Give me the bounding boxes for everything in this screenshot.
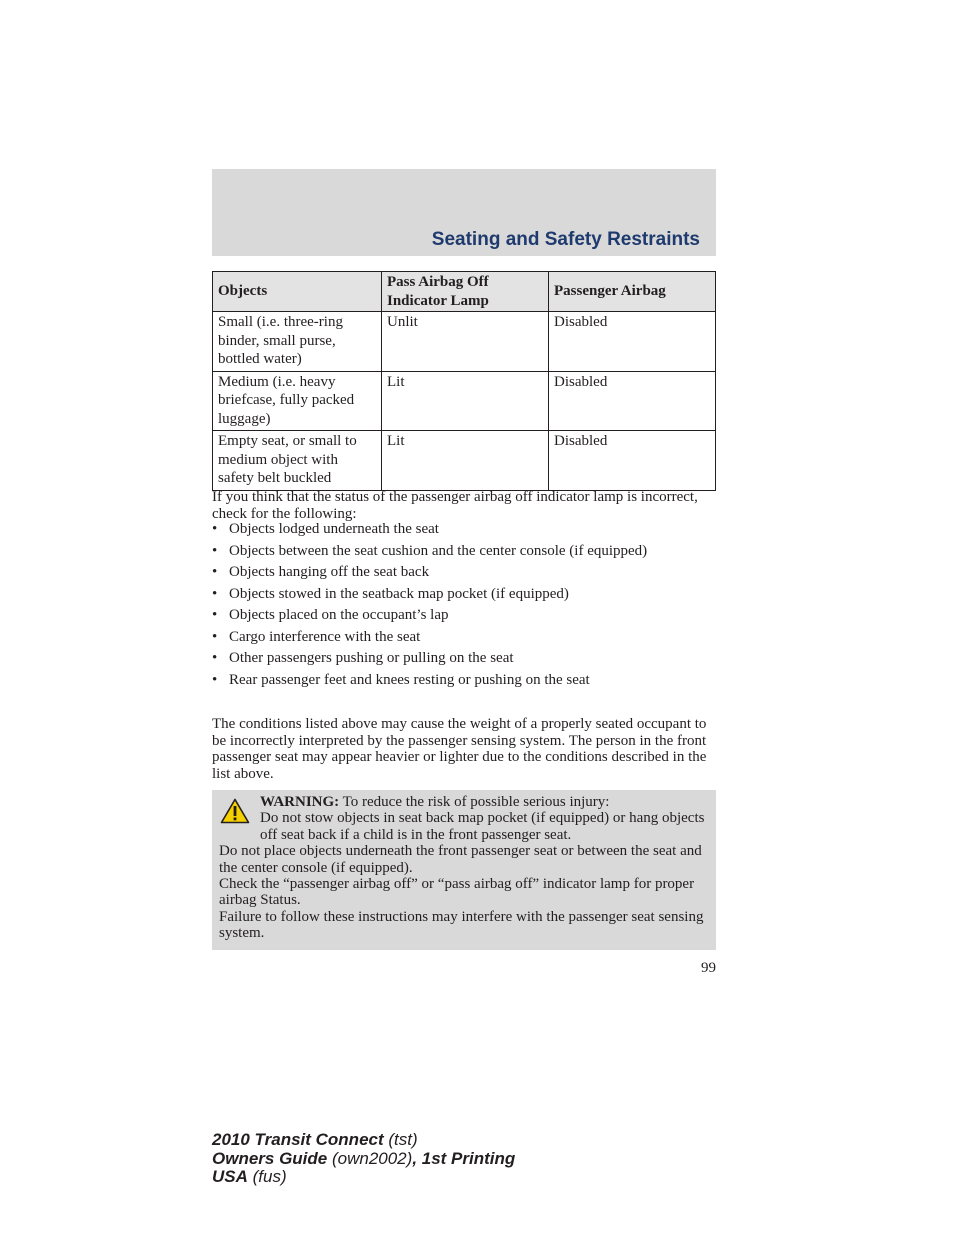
footer-line-guide — [212, 1150, 515, 1169]
table-cell-lamp: Lit — [382, 431, 549, 491]
table-row — [213, 312, 716, 372]
warning-text-line: Failure to follow these instructions may interfere with the passenger seat sensing system. — [219, 908, 704, 942]
footer-line-model — [212, 1131, 515, 1150]
warning-label: WARNING: — [260, 794, 340, 810]
table-cell-objects: Empty seat, or small to medium object with safety belt buckled — [213, 431, 382, 491]
list-item-text: Objects hanging off the seat back — [229, 564, 430, 580]
page-number: 99 — [701, 960, 716, 976]
warning-text-line: Do not stow objects in seat back map pocket (if equipped) or hang objects off seat back if a child is in the front passenger seat. — [260, 810, 705, 843]
table-row — [213, 371, 716, 431]
bullet-glyph: • — [212, 542, 218, 559]
table-cell-airbag: Disabled — [549, 312, 716, 372]
table-header-row — [213, 272, 716, 312]
list-item-text: Objects stowed in the seatback map pocket (if equipped) — [229, 585, 569, 602]
table-header-passenger-airbag: Passenger Airbag — [549, 272, 716, 312]
table-row — [213, 431, 716, 491]
table-header-objects: Objects — [213, 272, 382, 312]
footer-printing: , 1st Printing — [412, 1148, 516, 1168]
bullet-glyph: • — [212, 564, 218, 580]
list-item — [212, 651, 716, 667]
bullet-glyph: • — [212, 628, 218, 645]
footer-market-name: USA — [212, 1167, 248, 1186]
bullet-glyph: • — [212, 607, 218, 623]
warning-box — [212, 790, 716, 950]
list-item — [212, 565, 716, 581]
list-item — [212, 673, 716, 689]
list-item-text: Other passengers pushing or pulling on the seat — [229, 650, 514, 666]
bullet-glyph: • — [212, 671, 218, 688]
footer-guide-name: Owners Guide — [212, 1148, 328, 1168]
table-header-indicator-lamp: Pass Airbag Off Indicator Lamp — [382, 272, 549, 312]
list-item — [212, 522, 716, 538]
list-item — [212, 608, 716, 624]
list-item — [212, 630, 716, 646]
list-item — [212, 587, 716, 603]
section-header-band — [212, 169, 716, 256]
warning-text-line: Do not place objects underneath the front passenger seat or between the seat and the center console (if equipped). — [219, 843, 702, 876]
table-cell-objects: Small (i.e. three-ring binder, small purse, bottled water) — [213, 312, 382, 372]
footer-guide-code: (own2002) — [327, 1148, 413, 1168]
bullet-glyph: • — [212, 650, 218, 666]
list-item — [212, 544, 716, 560]
list-item-text: Objects lodged underneath the seat — [229, 521, 439, 537]
footer-model-code: (tst) — [383, 1130, 418, 1149]
footer-model-name: 2010 Transit Connect — [212, 1130, 384, 1149]
footer-line-market — [212, 1168, 515, 1187]
objects-table — [212, 271, 716, 491]
document-footer — [212, 1131, 515, 1187]
warning-intro-line — [219, 794, 708, 810]
section-title: Seating and Safety Restraints — [431, 229, 700, 250]
footer-market-code: (fus) — [247, 1167, 287, 1186]
list-item-text: Rear passenger feet and knees resting or pushing on the seat — [229, 671, 590, 688]
table-cell-lamp: Lit — [382, 371, 549, 431]
table-cell-lamp: Unlit — [382, 312, 549, 372]
conditions-paragraph: The conditions listed above may cause the weight of a properly seated occupant to be incorrectly interpreted by the passenger sensing system. The person in the front passenger seat may appear heavier or lighter due to the conditions described in the list above. — [212, 716, 707, 782]
checklist — [212, 522, 716, 694]
bullet-glyph: • — [212, 585, 218, 602]
bullet-glyph: • — [212, 521, 218, 537]
table-cell-airbag: Disabled — [549, 431, 716, 491]
warning-triangle-icon — [220, 798, 250, 824]
intro-paragraph: If you think that the status of the passenger airbag off indicator lamp is incorrect, check for the following: — [212, 489, 698, 522]
table-cell-objects: Medium (i.e. heavy briefcase, fully packed luggage) — [213, 371, 382, 431]
warning-text-line: Check the “passenger airbag off” or “pass airbag off” indicator lamp for proper airbag Status. — [219, 876, 695, 909]
list-item-text: Objects between the seat cushion and the center console (if equipped) — [229, 542, 648, 559]
warning-intro-text: To reduce the risk of possible serious injury: — [342, 794, 610, 810]
table-cell-airbag: Disabled — [549, 371, 716, 431]
list-item-text: Objects placed on the occupant’s lap — [229, 607, 449, 623]
list-item-text: Cargo interference with the seat — [229, 628, 421, 645]
